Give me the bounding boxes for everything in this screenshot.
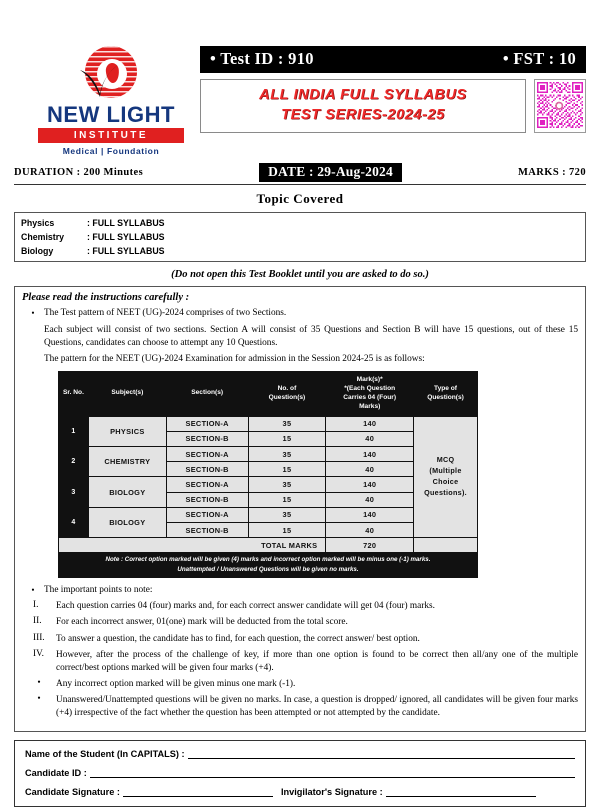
topic-subject: Chemistry [21,231,65,242]
brand-tagline: Medical | Foundation [62,145,160,156]
cell-marks: 140 [326,447,414,462]
col-marks: Mark(s)* *(Each Question Carries 04 (Four) Marks) [326,372,414,417]
instructions-heading: Please read the instructions carefully : [22,292,190,304]
exam-pattern-table [58,371,478,553]
cell-questions: 15 [248,492,326,507]
date-badge: DATE : 29-Aug-2024 [259,163,402,182]
point-number: II. [33,616,42,627]
cell-questions: 15 [248,522,326,537]
col-section: Section(s) [166,372,248,417]
series-title-line2: TEST SERIES-2024-25 [281,106,445,123]
topic-subject: Biology [21,246,54,257]
col-subject: Subject(s) [88,372,166,417]
cell-marks: 140 [326,507,414,522]
point-text: For each incorrect answer, 01(one) mark will be deducted from the total score. [56,617,348,628]
cell-subject: PHYSICS [88,416,166,446]
instruction-paragraph [22,324,578,350]
cell-questions: 35 [248,507,326,522]
series-title-line1: ALL INDIA FULL SYLLABUS [259,87,467,103]
cell-subject: CHEMISTRY [88,447,166,477]
cell-section: SECTION-A [166,507,248,522]
sub-bullet-point [22,694,578,720]
student-details-box [14,740,586,807]
cell-sr-no: 3 [59,477,89,507]
do-not-open-notice: (Do not open this Test Booklet until you are asked to do so.) [171,269,429,281]
numbered-point [22,616,578,629]
numbered-point [22,633,578,646]
invigilator-signature-label: Invigilator's Signature : [280,786,383,797]
invigilator-signature-input[interactable] [386,786,536,797]
table-total-row [59,538,478,553]
cell-subject: BIOLOGY [88,477,166,507]
cell-subject: BIOLOGY [88,507,166,537]
bullet-glyph: • [37,678,41,689]
cell-marks: 140 [326,416,414,431]
candidate-id-row [25,767,575,778]
cell-questions: 15 [248,431,326,446]
sub-bullet-point [22,678,578,691]
note-line-2: Unattempted / Unanswered Questions will be given no marks. [177,565,359,573]
topic-value: : FULL SYLLABUS [87,231,165,242]
header-right [194,46,586,156]
topic-value: : FULL SYLLABUS [87,246,165,257]
instruction-text: Each subject will consist of two sections. Section A will consist of 35 Questions and Section B will have 15 questions, out of these 15 Questions, candidates can choose to attempt any 10 Questions. [44,324,578,348]
instruction-text: The Test pattern of NEET (UG)-2024 comprises of two Sections. [44,308,287,319]
topic-covered-box [14,212,586,263]
qr-code[interactable] [534,79,586,133]
cell-marks: 40 [326,522,414,537]
test-id-label: • Test ID : 910 [210,49,314,68]
point-text: Unanswered/Unattempted questions will be given no marks. In case, a question is dropped/ ignored, all candidates will be given four marks (+4) irrespective of the fact whether the question has been attempted or not attempted by the candidate. [56,695,578,719]
duration-label: DURATION : 200 Minutes [14,166,144,178]
candidate-signature-input[interactable] [123,786,273,797]
student-name-input[interactable] [188,748,575,759]
col-sr-no: Sr. No. [59,372,89,417]
exam-pattern-table-wrapper [58,371,478,578]
important-points-heading: The important points to note: [44,584,153,595]
cell-marks: 40 [326,431,414,446]
cell-marks: 40 [326,462,414,477]
note-line-1: Note : Correct option marked will be given (4) marks and incorrect option marked will be minus one (-1) marks. [105,556,431,564]
cell-section: SECTION-B [166,522,248,537]
point-text: Each question carries 04 (four) marks and, for each correct answer candidate will get 04 (four) marks. [56,601,435,612]
cell-section: SECTION-B [166,431,248,446]
instructions-panel [14,286,586,731]
point-text: To answer a question, the candidate has to find, for each question, the correct answer/ best option. [56,633,420,644]
cell-questions: 15 [248,462,326,477]
col-type-of-questions: Type of Question(s) [414,372,478,417]
table-row [59,416,478,431]
topic-row [15,244,585,258]
fst-label: • FST : 10 [502,49,576,68]
bullet-glyph: • [31,308,35,319]
total-type-filler [414,538,478,553]
candidate-id-label: Candidate ID : [25,767,87,778]
candidate-id-input[interactable] [90,767,575,778]
marking-scheme-note [58,553,478,578]
signature-row [25,786,575,797]
topic-row [15,230,585,244]
sunburst-flame-icon [67,46,155,102]
marks-label: MARKS : 720 [518,166,586,178]
cell-section: SECTION-B [166,492,248,507]
brand-name: NEW LIGHT [47,102,175,127]
cell-marks: 40 [326,492,414,507]
numbered-point [22,649,578,675]
table-header-row [59,372,478,417]
student-name-label: Name of the Student (In CAPITALS) : [25,748,185,759]
cell-section: SECTION-A [166,447,248,462]
point-number: III. [33,632,45,643]
topic-row [15,216,585,230]
cell-questions: 35 [248,477,326,492]
point-text: However, after the process of the challenge of key, if more than one option is found to be correct then all/any one of the multiple correct/best options marked will be given four marks (+4). [56,649,578,673]
cell-section: SECTION-A [166,477,248,492]
student-name-row [25,748,575,759]
test-id-bar [200,46,586,73]
candidate-signature-label: Candidate Signature : [25,786,120,797]
bullet-glyph: • [31,584,35,595]
cell-sr-no: 2 [59,447,89,477]
bullet-glyph: • [37,694,41,705]
checkmark-icon [79,64,119,98]
cell-sr-no: 1 [59,416,89,446]
point-number: IV. [33,648,44,659]
cell-marks: 140 [326,477,414,492]
cell-section: SECTION-B [166,462,248,477]
topic-covered-heading: Topic Covered [256,190,344,206]
brand-institute: INSTITUTE [38,128,184,143]
instruction-text: The pattern for the NEET (UG)-2024 Examination for admission in the Session 2024-25 is as follows: [44,353,425,364]
point-number: I. [33,600,39,611]
institute-logo [14,46,194,156]
col-no-of-questions: No. of Question(s) [248,372,326,417]
cell-type-of-questions: MCQ (Multiple Choice Questions). [414,416,478,538]
qr-code-icon [537,82,583,128]
total-marks-label: TOTAL MARKS [59,538,326,553]
topic-subject: Physics [21,217,55,228]
cell-questions: 35 [248,416,326,431]
point-text: Any incorrect option marked will be given minus one mark (-1). [56,679,296,690]
exam-meta-row [14,163,586,185]
important-points-heading-row [22,584,578,597]
instruction-paragraph [22,307,578,320]
page-header [0,0,600,156]
series-title-box [200,79,526,133]
numbered-point [22,600,578,613]
total-marks-value: 720 [326,538,414,553]
cell-section: SECTION-A [166,416,248,431]
cell-sr-no: 4 [59,507,89,537]
cell-questions: 35 [248,447,326,462]
topic-value: : FULL SYLLABUS [87,217,165,228]
instruction-paragraph [22,353,578,366]
